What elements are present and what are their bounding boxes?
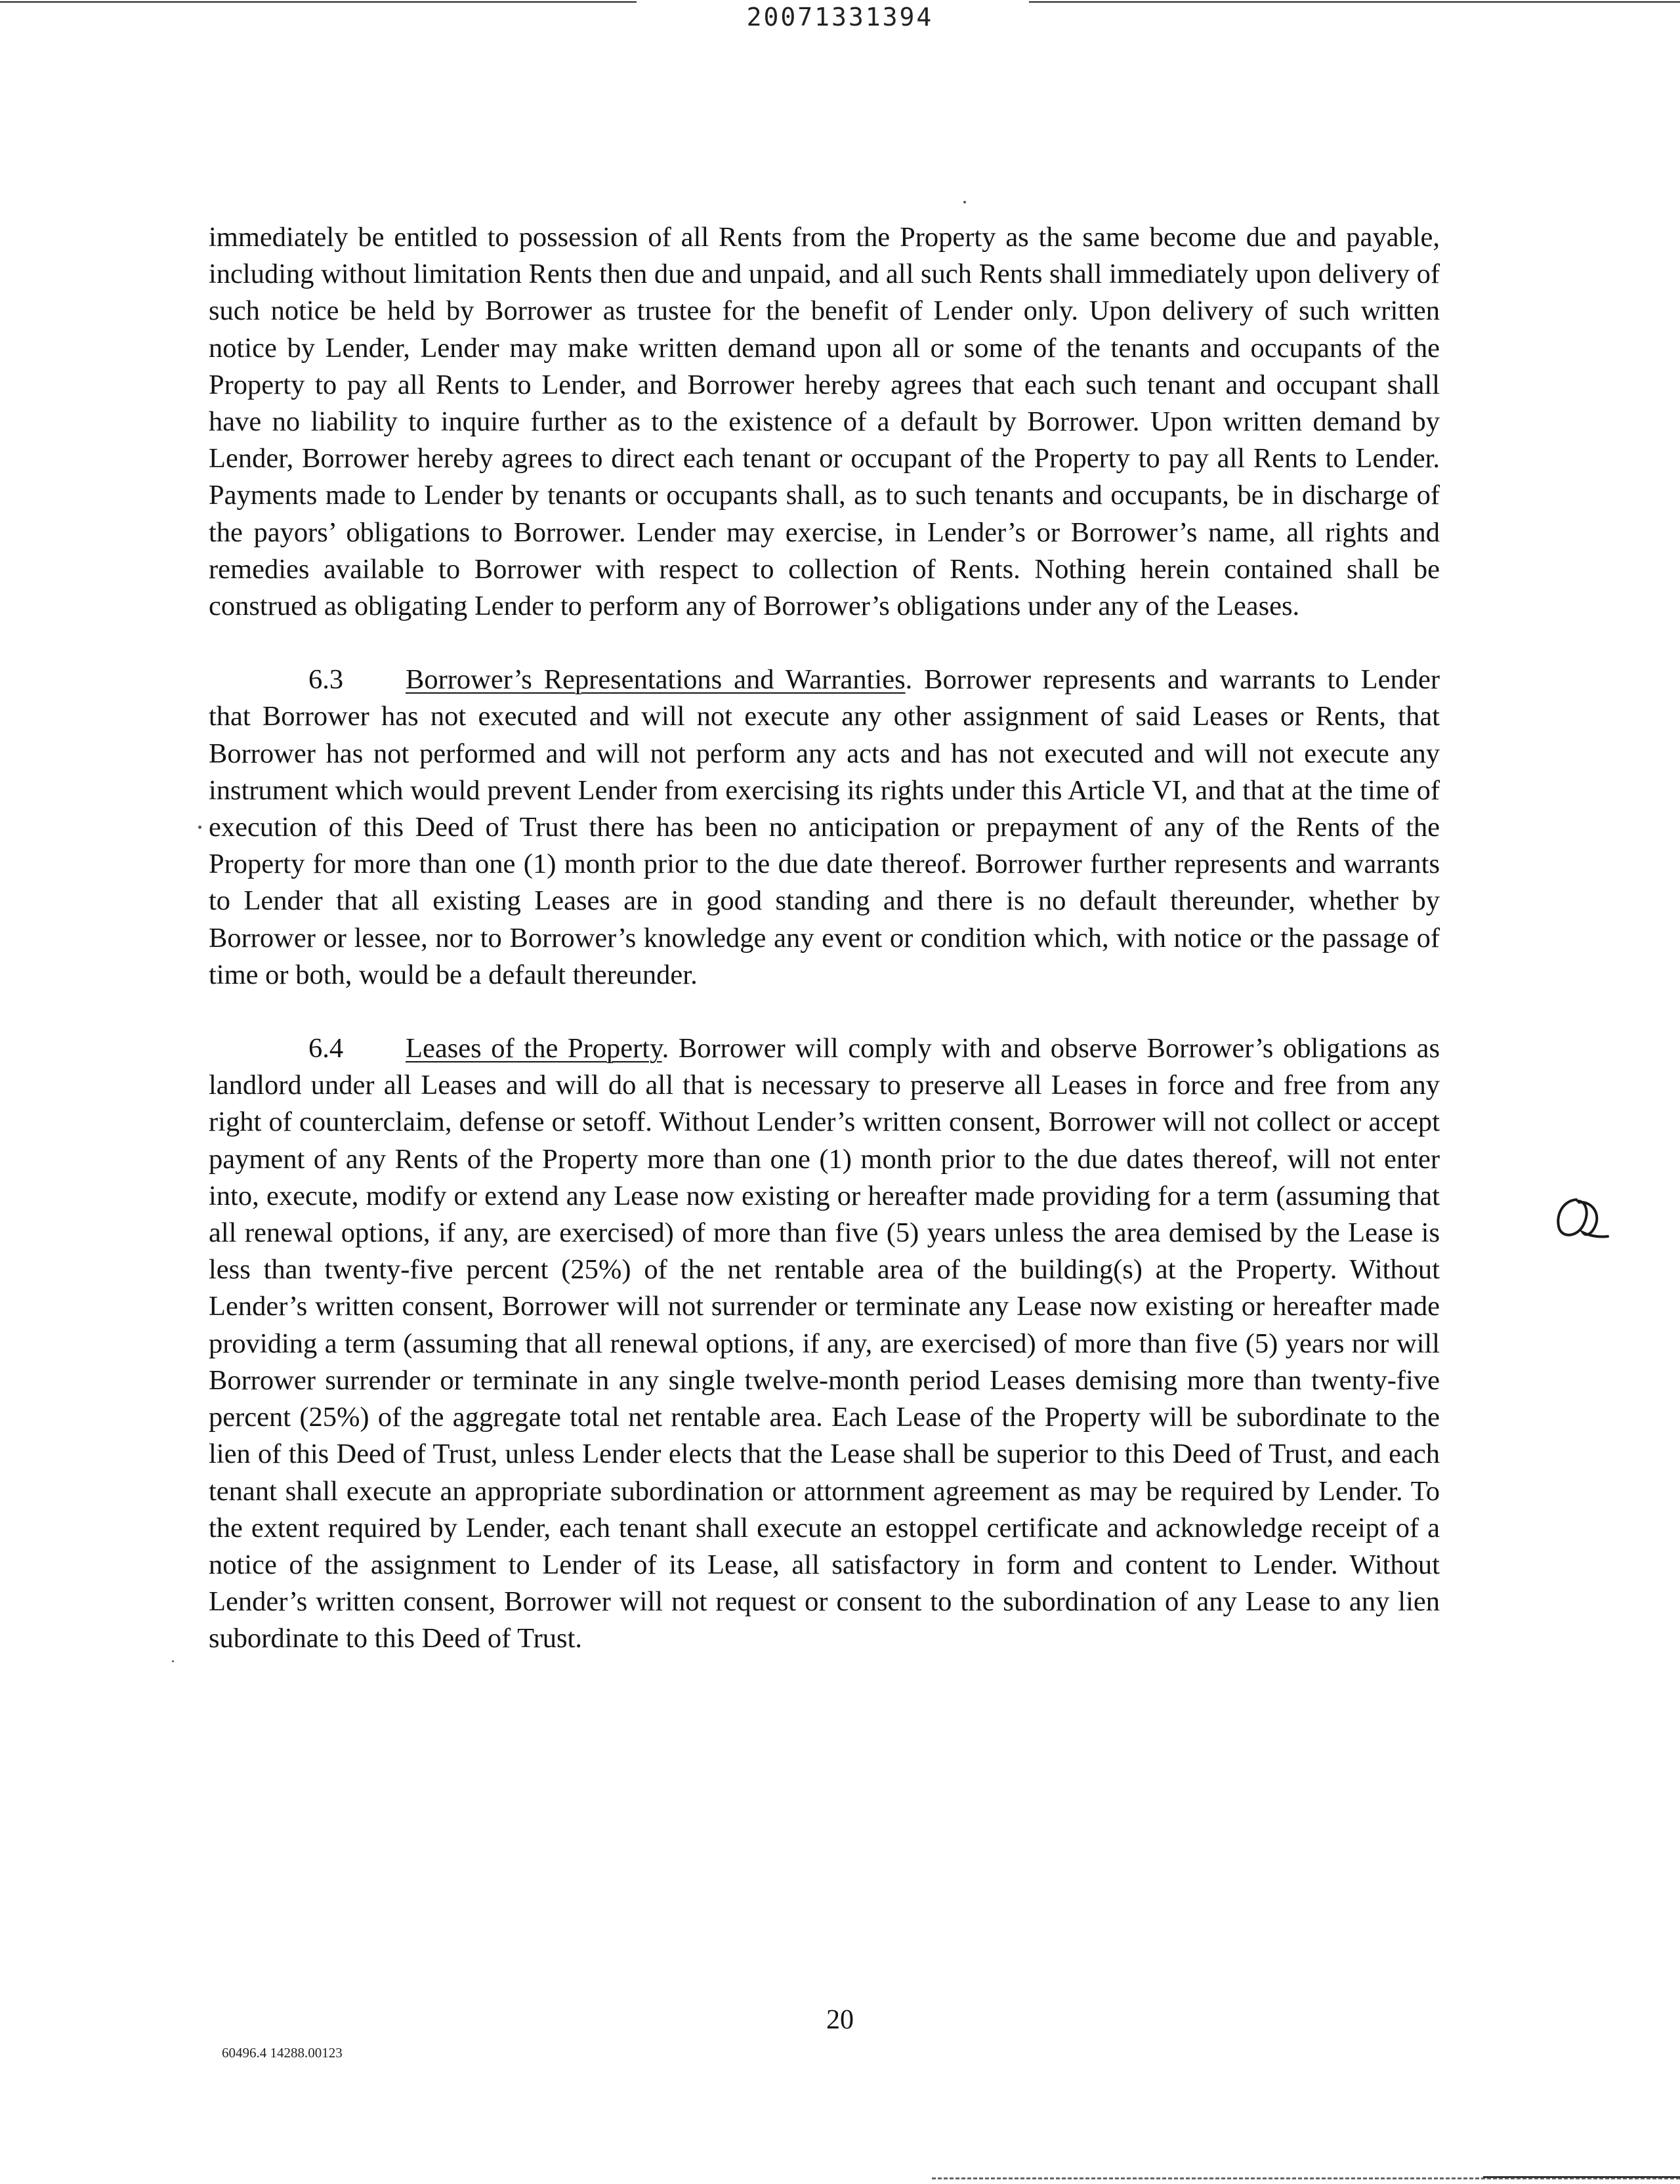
section-6-4-text: . Borrower will comply with and observe Borrower’s obligations as landlord under all Leases and will do all that is necessary to preserve all Leases in force and free from any right of counterclaim, defense or setoff. Without Lender’s written consent, Borrower will not collect or accept payment of any Rents of the Property more than one (1) month prior to the due dates thereof, will not enter into, execute, modify or extend any Lease now existing or hereafter made providing for a term (assuming that all renewal options, if any, are exercised) of more than five (5) years unless the area demised by the Lease is less than twenty-five percent (25%) of the net rentable area of the building(s) at the Property. Without Lender’s written consent, Borrower will not surrender or terminate any Lease now existing or hereafter made providing a term (assuming that all renewal options, if any, are exercised) of more than five (5) years nor will Borrower surrender or terminate in any single twelve-month period Leases demising more than twenty-five percent (25%) of the aggregate total net rentable area. Each Lease of the Property will be subordinate to the lien of this Deed of Trust, unless Lender elects that the Lease shall be superior to this Deed of Trust, and each tenant shall execute an appropriate subordination or attornment agreement as may be required by Lender. To the extent required by Lender, each tenant shall execute an estoppel certificate and acknowledge receipt of a notice of the assignment to Lender of its Lease, all satisfactory in form and content to Lender. Without Lender’s written consent, Borrower will not request or consent to the subordination of any Lease to any lien subordinate to this Deed of Trust. bbox=[209, 1033, 1440, 1654]
section-6-4 bbox=[209, 1030, 1440, 1657]
document-body bbox=[209, 219, 1440, 1694]
paragraph-continuation: immediately be entitled to possession of all Rents from the Property as the same become due and payable, including without limitation Rents then due and unpaid, and all such Rents shall immediately upon delivery of such notice be held by Borrower as trustee for the benefit of Lender only. Upon delivery of such written notice by Lender, Lender may make written demand upon all or some of the tenants and occupants of the Property to pay all Rents to Lender, and Borrower hereby agrees that each such tenant and occupant shall have no liability to inquire further as to the existence of a default by Borrower. Upon written demand by Lender, Borrower hereby agrees to direct each tenant or occupant of the Property to pay all Rents to Lender. Payments made to Lender by tenants or occupants shall, as to such tenants and occupants, be in discharge of the payors’ obligations to Borrower. Lender may exercise, in Lender’s or Borrower’s name, all rights and remedies available to Borrower with respect to collection of Rents. Nothing herein contained shall be construed as obligating Lender to perform any of Borrower’s obligations under any of the Leases. bbox=[209, 222, 1440, 622]
footer-document-reference: 60496.4 14288.00123 bbox=[222, 2045, 343, 2061]
page-number: 20 bbox=[826, 2005, 854, 2035]
scan-speck bbox=[963, 201, 966, 203]
section-6-3-text: . Borrower represents and warrants to Lender that Borrower has not executed and will not execute any other assignment of said Leases or Rents, that Borrower has not performed and will not perform any acts and has not executed and will not execute any instrument which would prevent Lender from exercising its rights under this Article VI, and that at the time of execution of this Deed of Trust there has been no anticipation or prepayment of any of the Rents of the Property for more than one (1) month prior to the due date thereof. Borrower further represents and warrants to Lender that all existing Leases are in good standing and there is no default thereunder, whether by Borrower or lessee, nor to Borrower’s knowledge any event or condition which, with notice or the passage of time or both, would be a default thereunder. bbox=[209, 664, 1440, 990]
section-6-3-number: 6.3 bbox=[308, 664, 344, 696]
recording-number: 20071331394 bbox=[746, 3, 934, 32]
scan-border-bottom-right bbox=[1483, 2176, 1680, 2178]
section-6-4-heading: Leases of the Property bbox=[406, 1033, 662, 1064]
handwritten-initials bbox=[1551, 1194, 1610, 1244]
scan-speck bbox=[172, 1660, 174, 1662]
section-6-4-number: 6.4 bbox=[308, 1033, 344, 1064]
section-6-3 bbox=[209, 662, 1440, 994]
section-6-3-heading: Borrower’s Representations and Warranties bbox=[406, 664, 906, 696]
scan-speck bbox=[198, 826, 201, 829]
